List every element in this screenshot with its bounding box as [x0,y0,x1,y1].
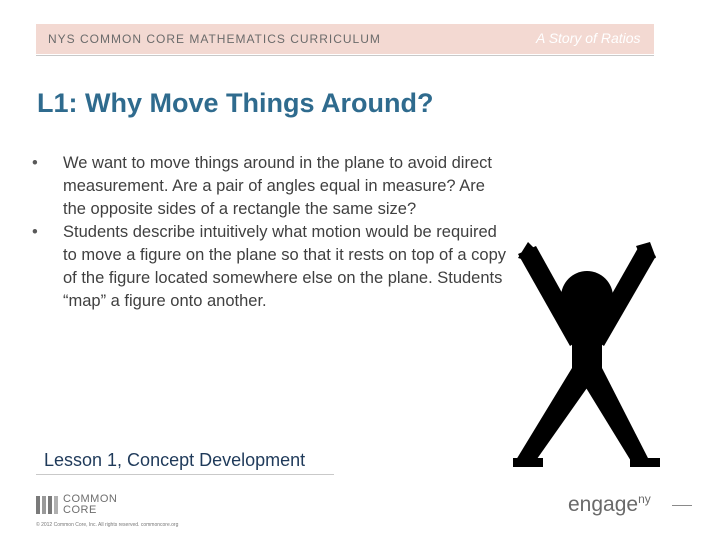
bullet-list [32,152,512,313]
brand-main: engage [568,493,639,516]
footer-divider [672,505,692,506]
slide-title: L1: Why Move Things Around? [37,88,434,118]
lesson-subtitle: Lesson 1, Concept Development [44,450,306,470]
stick-figure-icon [512,240,662,470]
bullet-item: • We want to move things around in the plane to avoid direct measurement. Are a pair of angles equal in measure? Are the opposite sides of a rectangle the same size? [32,152,512,221]
copyright-notice: © 2012 Common Core, Inc. All rights reserved. commoncore.org [36,522,179,528]
brand-sup: ny [638,492,651,506]
common-core-logo [36,494,136,516]
bullet-item: • Students describe intuitively what motion would be required to move a figure on the plane so that it rests on top of a copy of the figure located somewhere else on the plane. Students “map” a figure onto another. [32,221,512,313]
common-core-logo-icon [36,496,60,514]
curriculum-header: NYS COMMON CORE MATHEMATICS CURRICULUM [48,32,381,46]
logo-text-line1: COMMON [63,493,118,505]
header-divider [36,55,654,56]
story-title: A Story of Ratios [536,30,641,46]
lesson-divider [36,474,334,475]
logo-text-line2: CORE [63,504,97,516]
engageny-logo [568,492,651,517]
